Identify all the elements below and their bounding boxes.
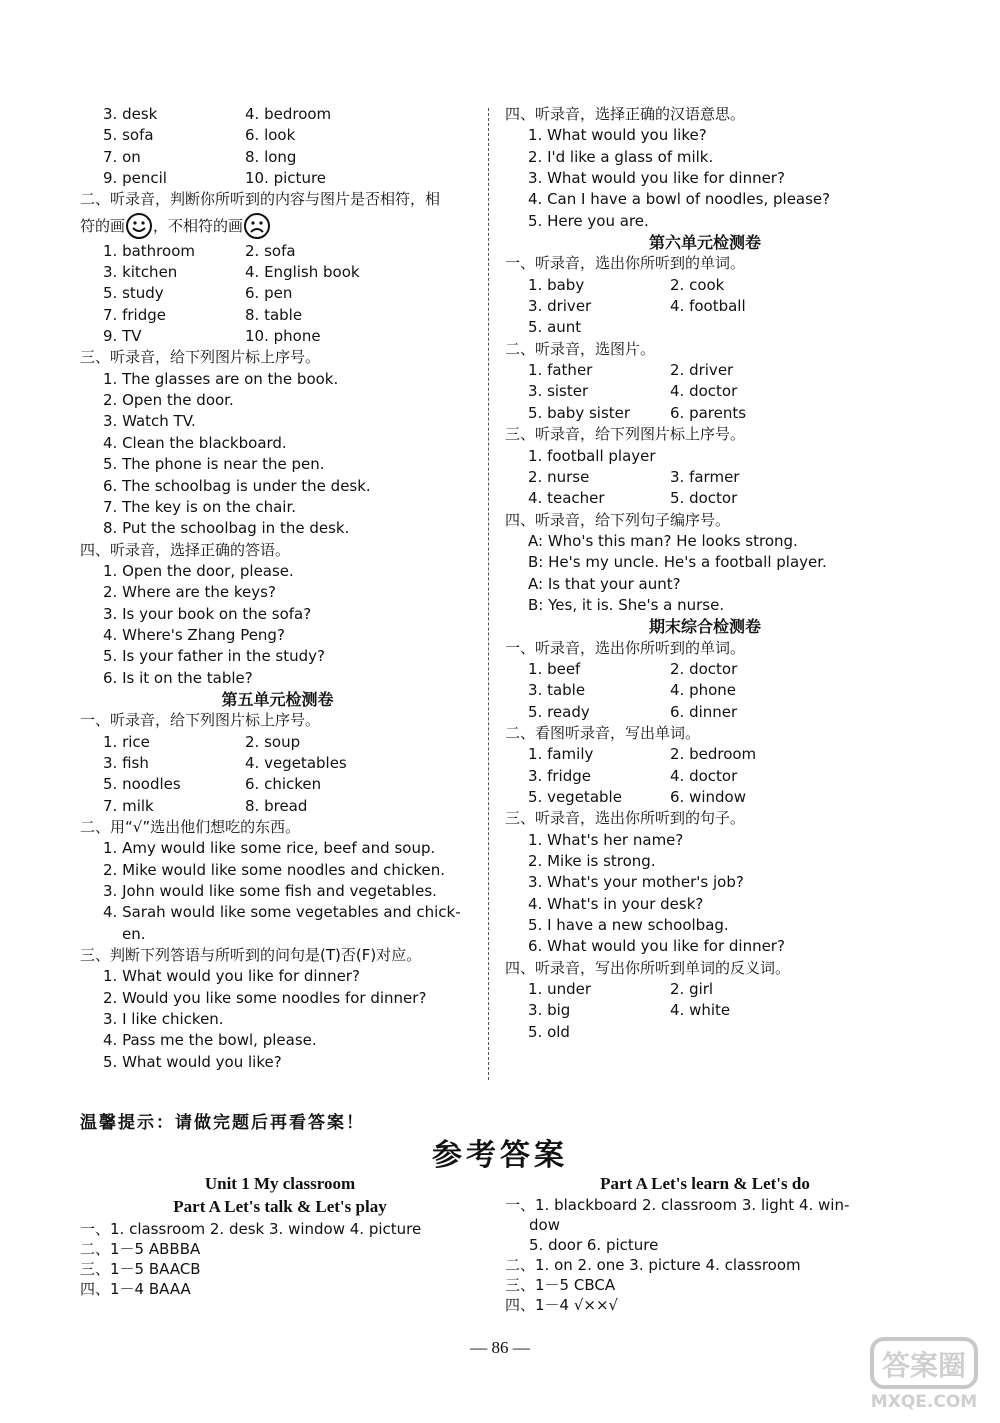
list-item: 1. family 2. bedroom: [528, 745, 757, 764]
list-item: 1. rice 2. soup: [103, 732, 301, 751]
part-heading: Part A Let's learn & Let's do: [600, 1174, 810, 1193]
list-item: 5. aunt: [528, 318, 582, 337]
list-item: A: Is that your aunt?: [528, 574, 681, 593]
list-item: 1. The glasses are on the book.: [103, 369, 339, 388]
list-item: 4. What's in your desk?: [528, 894, 704, 913]
list-item: 9. TV 10. phone: [103, 327, 321, 346]
answer-key-title: 参考答案: [432, 1138, 568, 1173]
section-heading: 二、看图听录音，写出单词。: [505, 723, 701, 742]
answer-line: dow: [529, 1216, 560, 1234]
list-item: 1. What's her name?: [528, 830, 684, 849]
list-item: 5. vegetable 6. window: [528, 788, 746, 806]
left-column: [80, 104, 475, 1073]
answers-left: [80, 1173, 480, 1299]
page-number: — 86 —: [470, 1338, 530, 1357]
answers-right: [505, 1173, 905, 1315]
list-item: 4. Sarah would like some vegetables and chick-: [103, 903, 461, 922]
list-item: 1. under 2. girl: [528, 980, 714, 999]
list-item: 3. Watch TV.: [103, 412, 196, 431]
list-item: 1. father 2. driver: [528, 361, 734, 380]
list-item: 3. kitchen 4. English book: [103, 263, 360, 282]
list-item: 3. fridge 4. doctor: [528, 766, 738, 785]
list-item: 2. Mike is strong.: [528, 852, 656, 871]
list-item: 5. study 6. pen: [103, 284, 293, 303]
part-heading: Part A Let's talk & Let's play: [173, 1197, 387, 1216]
section-heading: 一、听录音，给下列图片标上序号。: [80, 711, 321, 730]
list-item: 3. desk 4. bedroom: [103, 105, 332, 123]
list-item: 1. beef 2. doctor: [528, 659, 738, 678]
list-item: 5. What would you like?: [103, 1052, 282, 1071]
list-item: 4. Clean the blackboard.: [103, 433, 287, 452]
list-item: 3. big 4. white: [528, 1001, 731, 1020]
unit-title: 第五单元检测卷: [221, 689, 334, 709]
unit-title: 第六单元检测卷: [648, 233, 761, 253]
answer-line: 二、1－5 ABBBA: [80, 1240, 201, 1258]
list-item: 2. Where are the keys?: [103, 583, 276, 602]
list-item: 1. baby 2. cook: [528, 275, 725, 294]
section-heading: 三、判断下列答语与所听到的问句是(T)否(F)对应。: [80, 946, 422, 965]
list-item: 2. Open the door.: [103, 391, 234, 410]
list-item: 4. Pass me the bowl, please.: [103, 1031, 317, 1050]
list-item: B: He's my uncle. He's a football player.: [528, 553, 827, 572]
list-item: 2. I'd like a glass of milk.: [528, 147, 714, 166]
list-item: 5. baby sister 6. parents: [528, 403, 747, 422]
watermark-logo: [868, 1335, 983, 1413]
list-item: en.: [122, 924, 146, 943]
section-heading: 二、用“√”选出他们想吃的东西。: [80, 818, 301, 836]
section-heading-cont: 符的画 ，不相符的画: [80, 211, 475, 241]
list-item: 1. Open the door, please.: [103, 561, 294, 580]
list-item: 4. Where's Zhang Peng?: [103, 625, 285, 644]
column-divider: [488, 108, 489, 1080]
list-item: 1. Amy would like some rice, beef and soup.: [103, 839, 436, 858]
list-item: 5. ready 6. dinner: [528, 702, 738, 721]
answer-line: 四、1－4 √××√: [505, 1296, 619, 1314]
section-heading: 三、听录音，给下列图片标上序号。: [80, 348, 321, 367]
section-heading: 一、听录音，选出你所听到的单词。: [505, 638, 746, 657]
list-item: A: Who's this man? He looks strong.: [528, 531, 798, 550]
answer-line: 5. door 6. picture: [529, 1236, 659, 1254]
list-item: 5. sofa 6. look: [103, 126, 296, 145]
list-item: 7. on 8. long: [103, 147, 297, 166]
list-item: 6. The schoolbag is under the desk.: [103, 476, 371, 495]
list-item: 3. fish 4. vegetables: [103, 753, 347, 772]
list-item: 1. What would you like?: [528, 126, 707, 145]
section-heading: 二、听录音，选图片。: [505, 339, 656, 358]
answer-line: 四、1－4 BAAA: [80, 1280, 191, 1298]
smile-icon: [125, 212, 153, 240]
watermark-url: MXQE.COM: [870, 1392, 978, 1412]
section-heading: 四、听录音，选择正确的答语。: [80, 540, 291, 559]
list-item: 3. I like chicken.: [103, 1010, 224, 1029]
list-item: 4. teacher 5. doctor: [528, 489, 738, 508]
answer-line: 二、1. on 2. one 3. picture 4. classroom: [505, 1256, 801, 1274]
tips-notice: 温馨提示：请做完题后再看答案！: [80, 1113, 365, 1133]
list-item: 2. Mike would like some noodles and chicken.: [103, 860, 446, 879]
list-item: 9. pencil 10. picture: [103, 169, 327, 188]
list-item: 3. What would you like for dinner?: [528, 169, 785, 188]
list-item: 5. Here you are.: [528, 211, 649, 230]
answer-line: 三、1－5 CBCA: [505, 1276, 616, 1294]
list-item: 8. Put the schoolbag in the desk.: [103, 519, 350, 538]
list-item: 3. sister 4. doctor: [528, 382, 738, 401]
frown-icon: [243, 212, 271, 240]
list-item: 3. driver 4. football: [528, 297, 746, 316]
unit-heading: Unit 1 My classroom: [204, 1174, 356, 1193]
section-heading: 三、听录音，选出你所听到的句子。: [505, 809, 746, 828]
section-heading: 三、听录音，给下列图片标上序号。: [505, 425, 746, 444]
section-heading: 四、听录音，写出你所听到单词的反义词。: [505, 958, 791, 977]
list-item: 5. The phone is near the pen.: [103, 455, 325, 474]
list-item: 3. Is your book on the sofa?: [103, 604, 312, 623]
list-item: 6. What would you like for dinner?: [528, 937, 785, 956]
list-item: 2. Would you like some noodles for dinner?: [103, 988, 427, 1007]
list-item: 3. table 4. phone: [528, 681, 737, 700]
list-item: 1. What would you like for dinner?: [103, 967, 360, 986]
list-item: 3. John would like some fish and vegetables.: [103, 882, 437, 901]
list-item: 7. milk 8. bread: [103, 796, 308, 815]
list-item: 7. The key is on the chair.: [103, 497, 297, 516]
section-heading: 二、听录音，判断你所听到的内容与图片是否相符，相: [80, 190, 441, 209]
list-item: 5. Is your father in the study?: [103, 647, 325, 666]
list-item: 5. old: [528, 1022, 570, 1041]
list-item: 3. What's your mother's job?: [528, 873, 744, 892]
final-test-title: 期末综合检测卷: [648, 617, 761, 637]
answer-line: 一、1. classroom 2. desk 3. window 4. picture: [80, 1220, 422, 1238]
list-item: 4. Can I have a bowl of noodles, please?: [528, 190, 831, 209]
list-item: 1. bathroom 2. sofa: [103, 241, 296, 260]
section-heading: 四、听录音，给下列句子编序号。: [505, 510, 731, 529]
section-heading: 四、听录音，选择正确的汉语意思。: [505, 105, 746, 123]
list-item: B: Yes, it is. She's a nurse.: [528, 595, 725, 614]
watermark-text: 答案圈: [881, 1349, 967, 1382]
section-heading: 一、听录音，选出你所听到的单词。: [505, 254, 746, 273]
list-item: 1. football player: [528, 446, 656, 465]
answer-line: 三、1－5 BAACB: [80, 1260, 201, 1278]
right-column: [505, 104, 905, 1043]
list-item: 5. noodles 6. chicken: [103, 775, 322, 794]
list-item: 7. fridge 8. table: [103, 305, 303, 324]
list-item: 5. I have a new schoolbag.: [528, 916, 729, 935]
list-item: 6. Is it on the table?: [103, 668, 253, 687]
answer-line: 一、1. blackboard 2. classroom 3. light 4. win-: [505, 1196, 850, 1214]
list-item: 2. nurse 3. farmer: [528, 467, 740, 486]
